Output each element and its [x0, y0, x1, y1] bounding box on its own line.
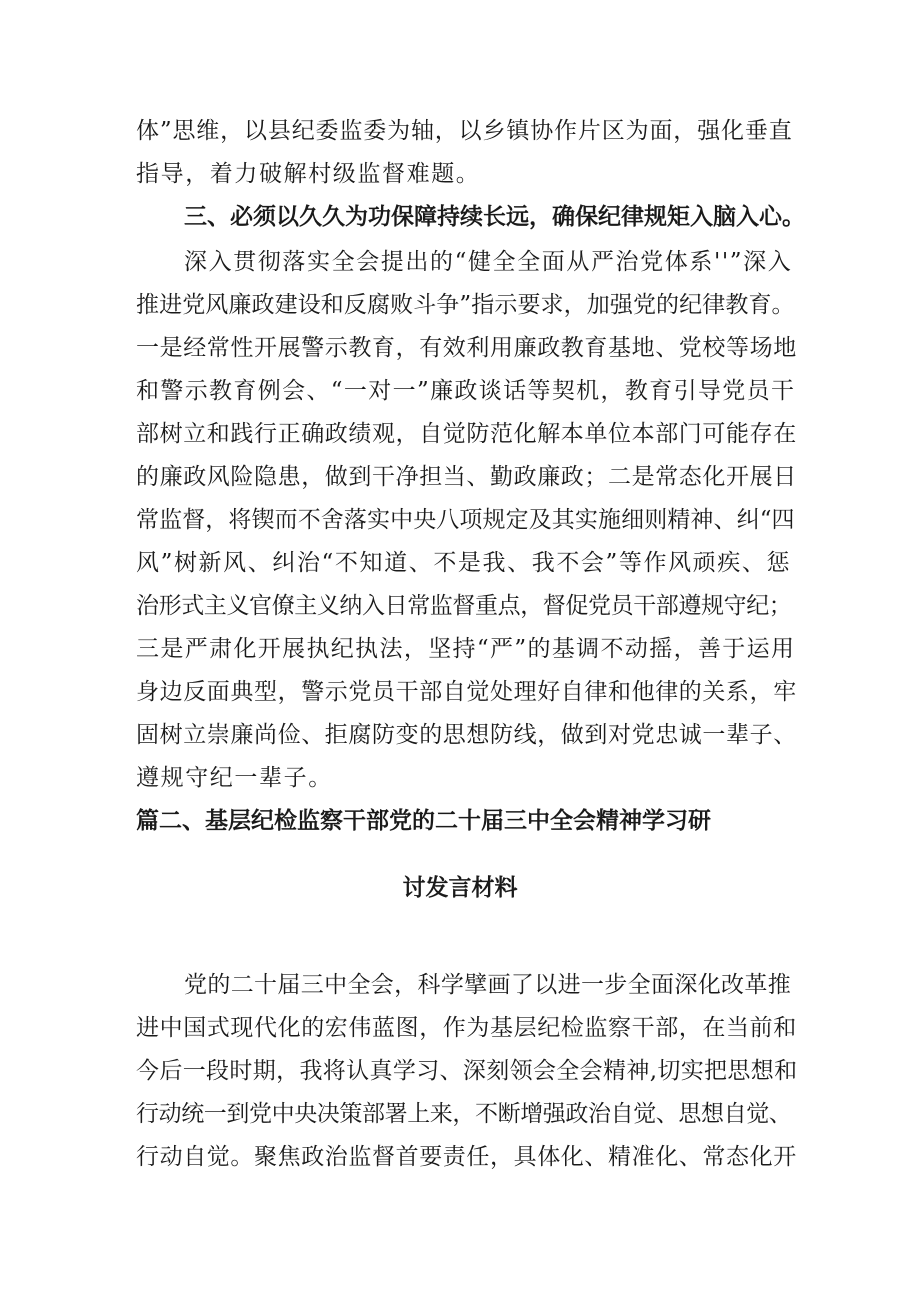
- text-line: 固树立崇廉尚俭、拒腐防变的思想防线，做到对党忠诚一辈子、: [136, 722, 797, 748]
- text-line: 和警示教育例会、“一对一”廉政谈话等契机，教育引导党员干: [136, 378, 796, 404]
- text-line: 深入贯彻落实全会提出的“健全全面从严治党体系''”深入: [184, 249, 793, 275]
- section-heading: 三、必须以久久为功保障持续长远，确保纪律规矩入脑入心。: [184, 204, 805, 230]
- text-line: 治形式主义官僚主义纳入日常监督重点，督促党员干部遵规守纪；: [136, 593, 792, 619]
- text-line: 今后一段时期，我将认真学习、深刻领会全会精神,切实把思想和: [136, 1058, 798, 1084]
- text-line: 身边反面典型，警示党员干部自觉处理好自律和他律的关系，牢: [136, 679, 797, 705]
- text-line: 体”思维，以县纪委监委为轴，以乡镇协作片区为面，强化垂直: [136, 118, 793, 144]
- text-line: 遵规守纪一辈子。: [136, 765, 333, 791]
- text-line: 常监督，将锲而不舍落实中央八项规定及其实施细则精神、纠“四: [136, 507, 795, 533]
- text-line: 风”树新风、纠治“不知道、不是我、我不会”等作风顽疾、惩: [136, 550, 792, 576]
- text-line: 进中国式现代化的宏伟蓝图，作为基层纪检监察干部，在当前和: [136, 1015, 797, 1041]
- text-line: 推进党风廉政建设和反腐败斗争”指示要求，加强党的纪律教育。: [136, 292, 795, 318]
- text-line: 行动自觉。聚焦政治监督首要责任，具体化、精准化、常态化开: [136, 1144, 797, 1170]
- text-line: 党的二十届三中全会，科学擘画了以进一步全面深化改革推: [184, 972, 792, 998]
- text-line: 的廉政风险隐患，做到干净担当、勤政廉政；二是常态化开展日: [136, 464, 797, 490]
- article-title: 篇二、基层纪检监察干部党的二十届三中全会精神学习研: [136, 808, 711, 834]
- text-line: 行动统一到党中央决策部署上来，不断增强政治自觉、思想自觉、: [136, 1101, 792, 1127]
- text-line: 部树立和践行正确政绩观，自觉防范化解本单位本部门可能存在: [136, 421, 797, 447]
- text-line: 三是严肃化开展执纪执法，坚持“严”的基调不动摇，善于运用: [136, 636, 796, 662]
- text-line: 一是经常性开展警示教育，有效利用廉政教育基地、党校等场地: [136, 335, 797, 361]
- text-line: 指导，着力破解村级监督难题。: [136, 161, 481, 187]
- article-title-continued: 讨发言材料: [402, 875, 518, 901]
